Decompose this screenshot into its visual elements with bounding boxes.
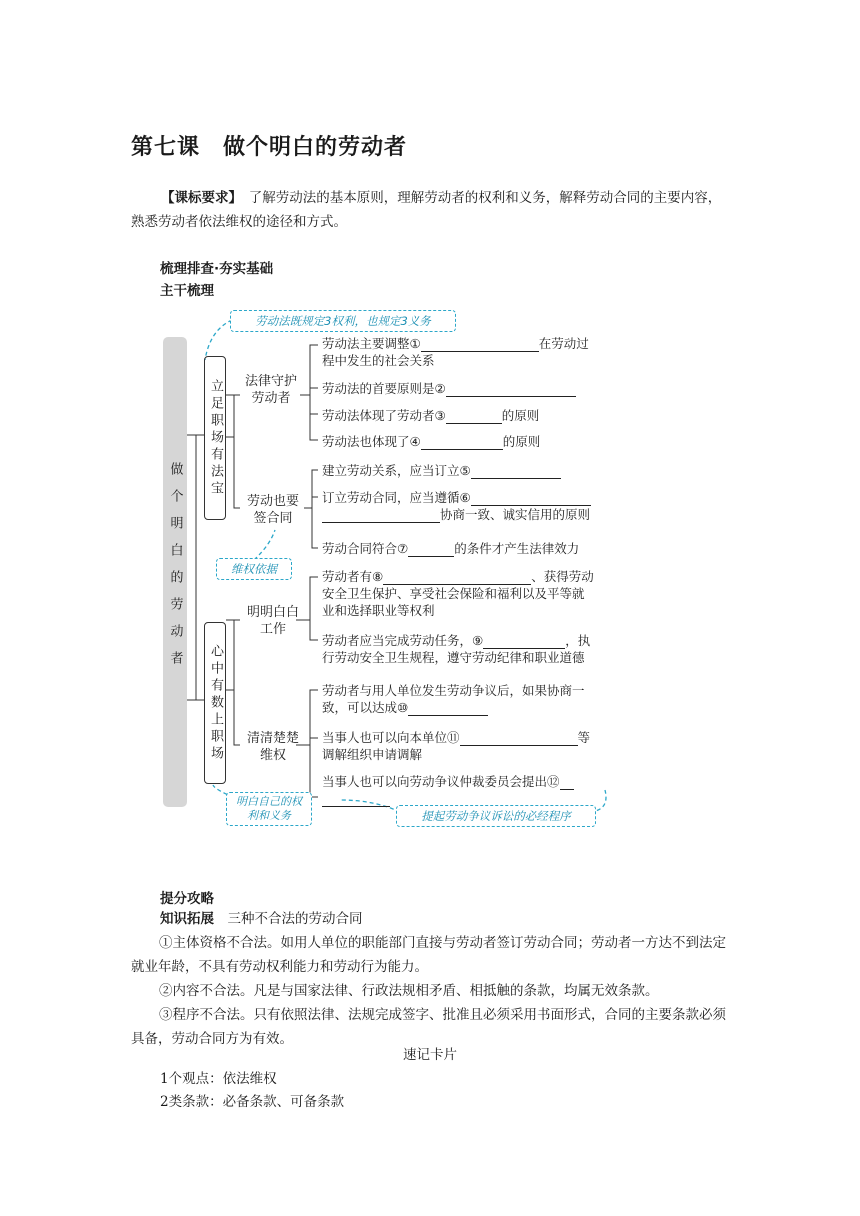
section-boost: 提分攻略 — [160, 891, 214, 907]
leaf-4: 劳动法也体现了④ 的原则 — [322, 434, 541, 449]
leaf-8: 劳动者有⑧ 、获得劳动 安全卫生保护、享受社会保险和福利以及平等就 业和选择职业等权利 — [322, 569, 594, 618]
leaf-7: 劳动合同符合⑦ 的条件才产生法律效力 — [322, 541, 580, 556]
leaf-1: 劳动法主要调整① 在劳动过 程中发生的社会关系 — [322, 336, 589, 368]
note-basis: 维权依据 — [216, 558, 292, 580]
card-item-1: 1个观点：依法维权 — [160, 1071, 277, 1087]
note-rights-duties: 劳动法既规定3权利，也规定3义务 — [230, 310, 456, 332]
requirement-label: 【课标要求】 — [161, 190, 236, 206]
knowledge-topic: 三种不合法的劳动合同 — [227, 911, 363, 927]
root-label: 做个明白的劳动者 — [167, 461, 183, 678]
branch-workplace: 心中有数上职场 — [204, 622, 226, 784]
requirement-text: 了解劳动法的基本原则，理解劳动者的权利和义务，解释劳动合同的主要内容，熟悉劳动者依法维权的途径和方式。 — [131, 190, 722, 230]
leaf-5: 建立劳动关系，应当订立⑤ — [322, 462, 561, 479]
note-know-rights: 明白自己的权利和义务 — [226, 792, 312, 826]
sub-law-protect: 法律守护劳动者 — [244, 374, 297, 406]
card-item-2: 2类条款：必备条款、可备条款 — [160, 1094, 345, 1110]
knowledge-expand — [131, 907, 731, 1051]
page-title: 第七课 做个明白的劳动者 — [131, 135, 408, 160]
leaf-10: 劳动者与用人单位发生劳动争议后，如果协商一 致，可以达成⑩ — [322, 683, 585, 715]
leaf-11: 当事人也可以向本单位⑪ 等 调解组织申请调解 — [322, 730, 591, 762]
knowledge-p2: ②内容不合法。凡是与国家法律、行政法规相矛盾、相抵触的条款，均属无效条款。 — [159, 983, 659, 999]
knowledge-label: 知识拓展 — [160, 911, 214, 927]
leaf-6: 订立劳动合同，应当遵循⑥ 协商一致、诚实信用的原则 — [322, 490, 591, 522]
leaf-12: 当事人也可以向劳动争议仲裁委员会提出⑫ — [322, 773, 574, 807]
knowledge-p3: ③程序不合法。只有依照法律、法规完成签字、批准且必须采用书面形式，合同的主要条款必须具备，劳动合同方为有效。 — [131, 1007, 726, 1047]
leaf-3: 劳动法体现了劳动者③ 的原则 — [322, 408, 540, 423]
sub-defend-rights: 清清楚楚维权 — [246, 731, 299, 763]
mindmap-root — [163, 337, 187, 807]
branch-legal-tool: 立足职场有法宝 — [204, 356, 226, 520]
card-title: 速记卡片 — [403, 1047, 457, 1063]
note-procedure: 提起劳动争议诉讼的必经程序 — [396, 805, 596, 827]
leaf-9: 劳动者应当完成劳动任务，⑨ ，执 行劳动安全卫生规程，遵守劳动纪律和职业道德 — [322, 633, 591, 665]
sub-sign-contract: 劳动也要签合同 — [246, 494, 299, 526]
section-review: 梳理排查·夯实基础 — [160, 261, 274, 277]
knowledge-p1: ①主体资格不合法。如用人单位的职能部门直接与劳动者签订劳动合同；劳动者一方达不到法定就业年龄，不具有劳动权利能力和劳动行为能力。 — [131, 935, 726, 975]
section-outline: 主干梳理 — [160, 283, 214, 299]
sub-work-clearly: 明明白白工作 — [246, 605, 299, 637]
leaf-2: 劳动法的首要原则是② — [322, 380, 576, 397]
